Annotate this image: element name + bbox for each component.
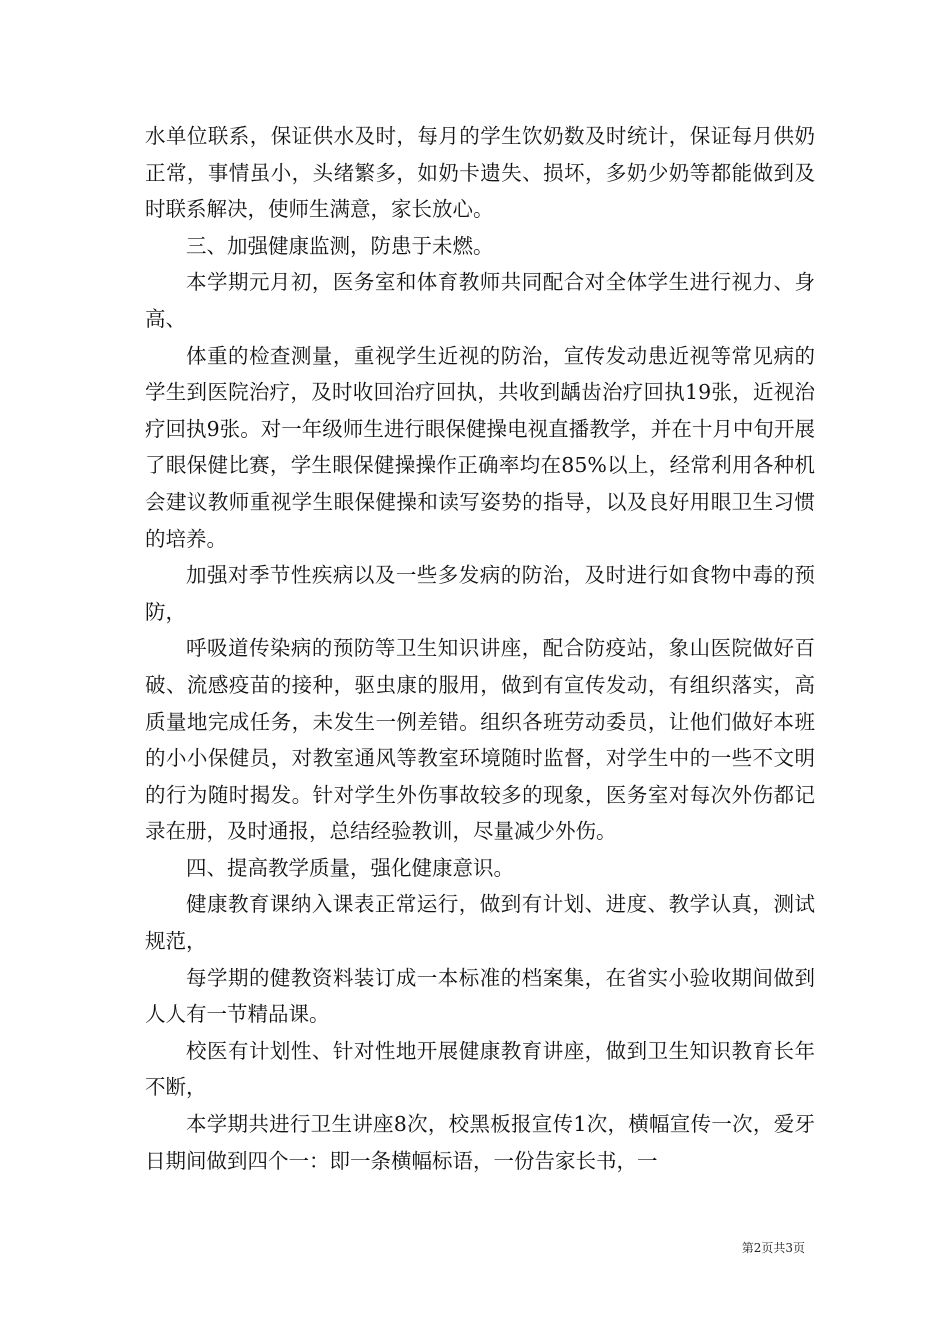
paragraph-7-heading: 四、提高教学质量，强化健康意识。 xyxy=(186,855,514,880)
paragraph-5: 加强对季节性疾病以及一些多发病的防治，及时进行如食物中毒的预防， xyxy=(145,563,815,624)
document-body xyxy=(145,118,815,1179)
paragraph-2-heading: 三、加强健康监测，防患于未燃。 xyxy=(186,233,494,258)
paragraph-10: 校医有计划性、针对性地开展健康教育讲座，做到卫生知识教育长年不断， xyxy=(145,1038,815,1100)
paragraph-6: 呼吸道传染病的预防等卫生知识讲座，配合防疫站，象山医院做好百破、流感疫苗的接种，驱虫康的服用，做到有宣传发动，有组织落实，高质量地完成任务，未发生一例差错。组织各班劳动委员，让他们做好本班的小小保健员，对教室通风等教室环境随时监督，对学生中的一些不文明的行为随时揭发。针对学生外伤事故较多的现象，医务室对每次外伤都记录在册，及时通报，总结经验教训，尽量减少外伤。 xyxy=(145,636,815,844)
paragraph-9: 每学期的健教资料装订成一本标准的档案集，在省实小验收期间做到人人有一节精品课。 xyxy=(145,965,815,1027)
paragraph-3: 本学期元月初，医务室和体育教师共同配合对全体学生进行视力、身高、 xyxy=(145,270,815,331)
paragraph-8: 健康教育课纳入课表正常运行，做到有计划、进度、教学认真，测试规范， xyxy=(145,892,815,954)
paragraph-11: 本学期共进行卫生讲座8次，校黑板报宣传1次，横幅宣传一次，爱牙日期间做到四个一：即一条横幅标语，一份告家长书，一 xyxy=(145,1112,815,1173)
paragraph-1: 水单位联系，保证供水及时，每月的学生饮奶数及时统计，保证每月供奶正常，事情虽小，头绪繁多，如奶卡遗失、损坏，多奶少奶等都能做到及时联系解决，使师生满意，家长放心。 xyxy=(145,124,815,222)
page-number-footer: 第2页共3页 xyxy=(741,1241,805,1255)
paragraph-4: 体重的检查测量，重视学生近视的防治，宣传发动患近视等常见病的学生到医院治疗，及时收回治疗回执，共收到龋齿治疗回执19张，近视治疗回执9张。对一年级师生进行眼保健操电视直播教学，并在十月中旬开展了眼保健比赛，学生眼保健操操作正确率均在85%以上，经常利用各种机会建议教师重视学生眼保健操和读写姿势的指导，以及良好用眼卫生习惯的培养。 xyxy=(145,343,815,551)
